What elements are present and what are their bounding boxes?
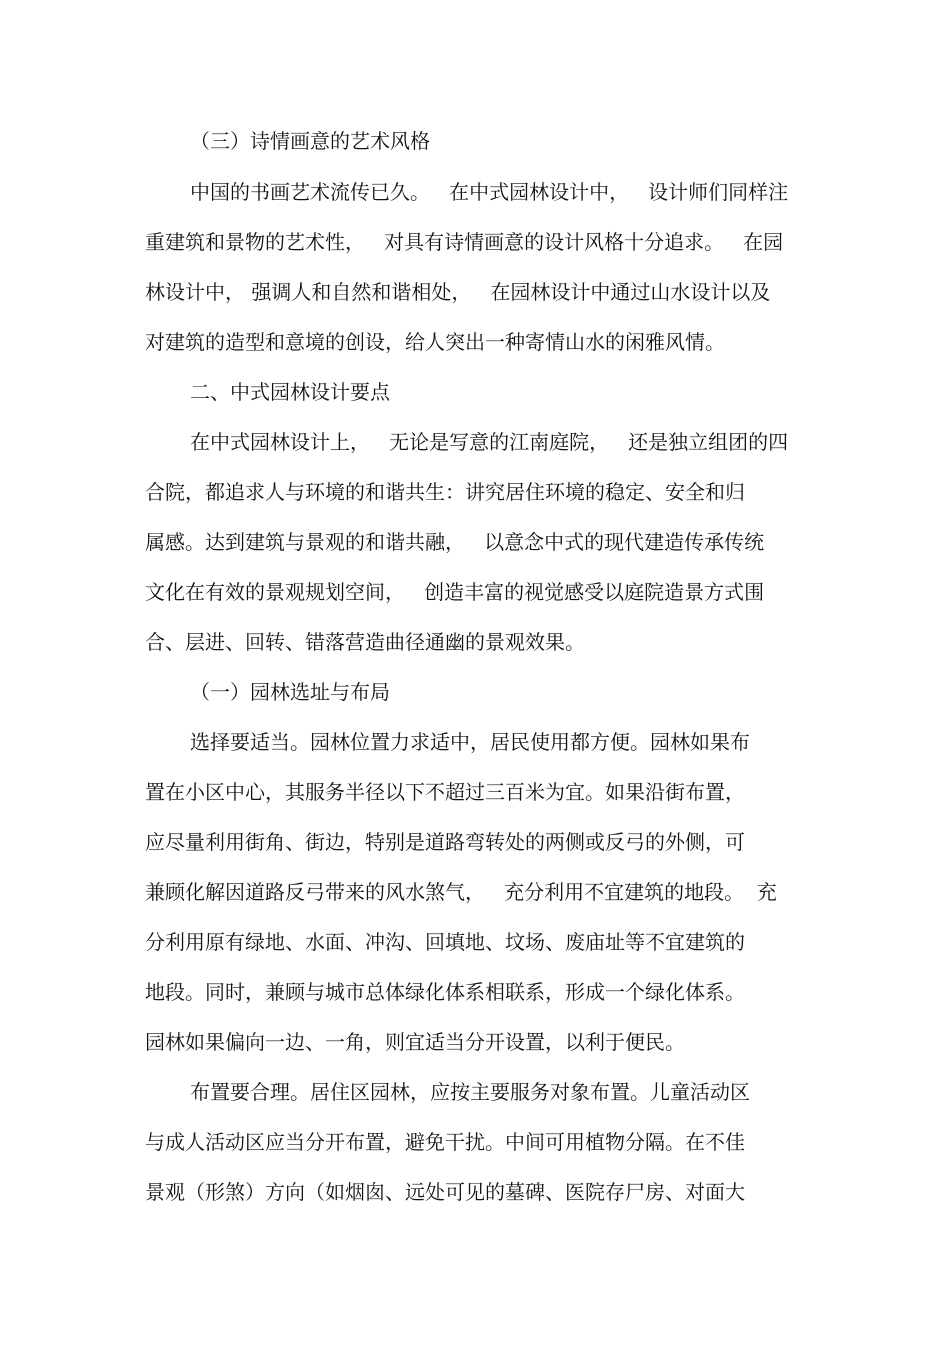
paragraph-line: 景观（形煞）方向（如烟囱、远处可见的墓碑、医院存尸房、对面大	[145, 1180, 745, 1204]
paragraph-line: 与成人活动区应当分开布置，避免干扰。中间可用植物分隔。在不佳	[145, 1130, 745, 1154]
paragraph-line: 地段。同时，兼顾与城市总体绿化体系相联系，形成一个绿化体系。	[145, 980, 745, 1004]
paragraph-line: 布置要合理。居住区园林，应按主要服务对象布置。儿童活动区	[190, 1080, 750, 1104]
paragraph-line: 园林如果偏向一边、一角，则宜适当分开设置，以利于便民。	[145, 1030, 685, 1054]
paragraph-line: 分利用原有绿地、水面、冲沟、回填地、坟场、废庙址等不宜建筑的	[145, 930, 745, 954]
paragraph-line: 应尽量利用街角、街边，特别是道路弯转处的两侧或反弓的外侧，可	[145, 830, 745, 854]
paragraph-line: 兼顾化解因道路反弓带来的风水煞气， 充分利用不宜建筑的地段。 充	[145, 880, 777, 904]
paragraph-line: 选择要适当。园林位置力求适中，居民使用都方便。园林如果布	[190, 730, 750, 754]
paragraph-line: 合、层进、回转、错落营造曲径通幽的景观效果。	[145, 630, 585, 654]
paragraph-line: 置在小区中心，其服务半径以下不超过三百米为宜。如果沿街布置，	[145, 780, 745, 804]
paragraph-line: 对建筑的造型和意境的创设，给人突出一种寄情山水的闲雅风情。	[145, 330, 725, 354]
paragraph-line: 属感。达到建筑与景观的和谐共融， 以意念中式的现代建造传承传统	[145, 530, 765, 554]
section-heading-design-points: 二、中式园林设计要点	[190, 380, 390, 404]
paragraph-line: 合院，都追求人与环境的和谐共生：讲究居住环境的稳定、安全和归	[145, 480, 745, 504]
section-heading-art-style: （三）诗情画意的艺术风格	[190, 129, 430, 153]
paragraph-line: 在中式园林设计上， 无论是写意的江南庭院， 还是独立组团的四	[190, 430, 789, 454]
paragraph-line: 林设计中， 强调人和自然和谐相处， 在园林设计中通过山水设计以及	[145, 280, 771, 304]
paragraph-line: 重建筑和景物的艺术性， 对具有诗情画意的设计风格十分追求。 在园	[145, 230, 784, 254]
section-heading-site-layout: （一）园林选址与布局	[190, 680, 390, 704]
paragraph-line: 文化在有效的景观规划空间， 创造丰富的视觉感受以庭院造景方式围	[145, 580, 765, 604]
paragraph-line: 中国的书画艺术流传已久。 在中式园林设计中， 设计师们同样注	[190, 180, 789, 204]
